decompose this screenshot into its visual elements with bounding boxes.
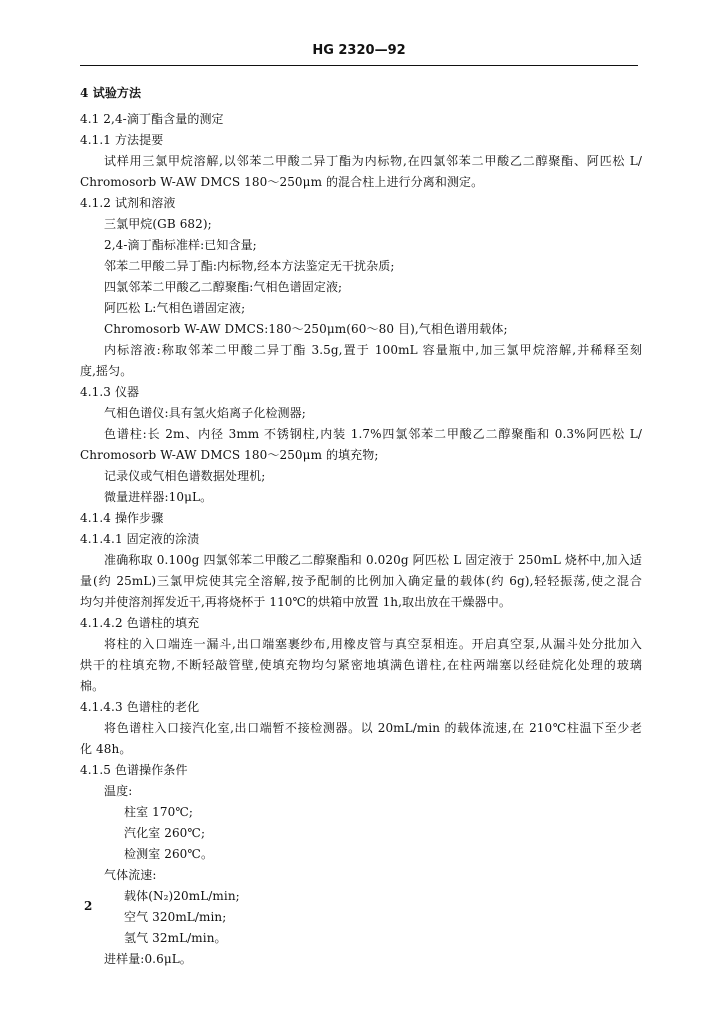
section-4-1-4-3-heading: 4.1.4.3 色谱柱的老化 xyxy=(80,700,200,714)
temperature-label: 温度: xyxy=(104,784,133,798)
section-4-1-2-heading: 4.1.2 试剂和溶液 xyxy=(80,196,176,210)
section-4-1-heading: 4.1 2,4-滴丁酯含量的测定 xyxy=(80,112,224,126)
column-temperature: 柱室 170℃; xyxy=(124,805,193,819)
hydrogen-flow: 氢气 32mL/min。 xyxy=(124,931,227,945)
paragraph-line: 度,摇匀。 xyxy=(80,364,133,378)
document-body xyxy=(80,83,642,970)
detector-temperature: 检测室 260℃。 xyxy=(124,847,214,861)
section-4-heading: 4 试验方法 xyxy=(80,86,142,100)
section-4-1-1-heading: 4.1.1 方法提要 xyxy=(80,133,164,147)
section-4-1-3-heading: 4.1.3 仪器 xyxy=(80,385,140,399)
instrument-item: 气相色谱仪:具有氢火焰离子化检测器; xyxy=(104,406,306,420)
reagent-item: 内标溶液:称取邻苯二甲酸二异丁酯 3.5g,置于 100mL 容量瓶中,加三氯甲烷溶解,并稀释至刻 xyxy=(104,343,642,357)
instrument-item: 色谱柱:长 2m、内径 3mm 不锈钢柱,内装 1.7%四氯邻苯二甲酸乙二醇聚酯和 0.3%阿匹松 L/ xyxy=(104,427,642,441)
reagent-item: 三氯甲烷(GB 682); xyxy=(104,217,212,231)
paragraph-line: Chromosorb W-AW DMCS 180～250μm 的填充物; xyxy=(80,448,379,462)
paragraph-line: 棉。 xyxy=(80,679,105,693)
reagent-item: 2,4-滴丁酯标准样:已知含量; xyxy=(104,238,257,252)
section-4-1-5-heading: 4.1.5 色谱操作条件 xyxy=(80,763,188,777)
gas-flow-label: 气体流速: xyxy=(104,868,157,882)
paragraph-line: 将柱的入口端连一漏斗,出口端塞裹纱布,用橡皮管与真空泵相连。开启真空泵,从漏斗处分批加入 xyxy=(104,637,642,651)
paragraph-line: 均匀并使溶剂挥发近干,再将烧杯于 110℃的烘箱中放置 1h,取出放在干燥器中。 xyxy=(80,595,511,609)
section-4-1-4-2-heading: 4.1.4.2 色谱柱的填充 xyxy=(80,616,200,630)
carrier-gas-flow: 载体(N₂)20mL/min; xyxy=(124,889,240,903)
header-rule xyxy=(80,65,638,66)
reagent-item: 阿匹松 L:气相色谱固定液; xyxy=(104,301,246,315)
reagent-item: 四氯邻苯二甲酸乙二醇聚酯:气相色谱固定液; xyxy=(104,280,343,294)
paragraph-line: 烘干的柱填充物,不断轻敲管壁,使填充物均匀紧密地填满色谱柱,在柱两端塞以经硅烷化处理的玻璃 xyxy=(80,658,642,672)
standard-code-header: HG 2320—92 xyxy=(312,43,406,58)
paragraph-line: 将色谱柱入口接汽化室,出口端暂不接检测器。以 20mL/min 的载体流速,在 210℃柱温下至少老 xyxy=(104,721,642,735)
paragraph-line: 准确称取 0.100g 四氯邻苯二甲酸乙二醇聚酯和 0.020g 阿匹松 L 固定液于 250mL 烧杯中,加入适 xyxy=(104,553,642,567)
air-flow: 空气 320mL/min; xyxy=(124,910,227,924)
paragraph-line: 化 48h。 xyxy=(80,742,132,756)
section-4-1-4-heading: 4.1.4 操作步骤 xyxy=(80,511,164,525)
paragraph-line: Chromosorb W-AW DMCS 180～250μm 的混合柱上进行分离和测定。 xyxy=(80,175,484,189)
reagent-item: 邻苯二甲酸二异丁酯:内标物,经本方法鉴定无干扰杂质; xyxy=(104,259,395,273)
section-4-1-4-1-heading: 4.1.4.1 固定液的涂渍 xyxy=(80,532,200,546)
vaporizer-temperature: 汽化室 260℃; xyxy=(124,826,206,840)
paragraph-line: 量(约 25mL)三氯甲烷使其完全溶解,按予配制的比例加入确定量的载体(约 6g),轻轻振荡,使之混合 xyxy=(80,574,642,588)
instrument-item: 记录仪或气相色谱数据处理机; xyxy=(104,469,266,483)
injection-volume: 进样量:0.6μL。 xyxy=(104,952,192,966)
reagent-item: Chromosorb W-AW DMCS:180～250μm(60～80 目),气相色谱用载体; xyxy=(104,322,508,336)
instrument-item: 微量进样器:10μL。 xyxy=(104,490,213,504)
page-number: 2 xyxy=(84,899,93,913)
paragraph-line: 试样用三氯甲烷溶解,以邻苯二甲酸二异丁酯为内标物,在四氯邻苯二甲酸乙二醇聚酯、阿匹松 L/ xyxy=(104,154,642,168)
